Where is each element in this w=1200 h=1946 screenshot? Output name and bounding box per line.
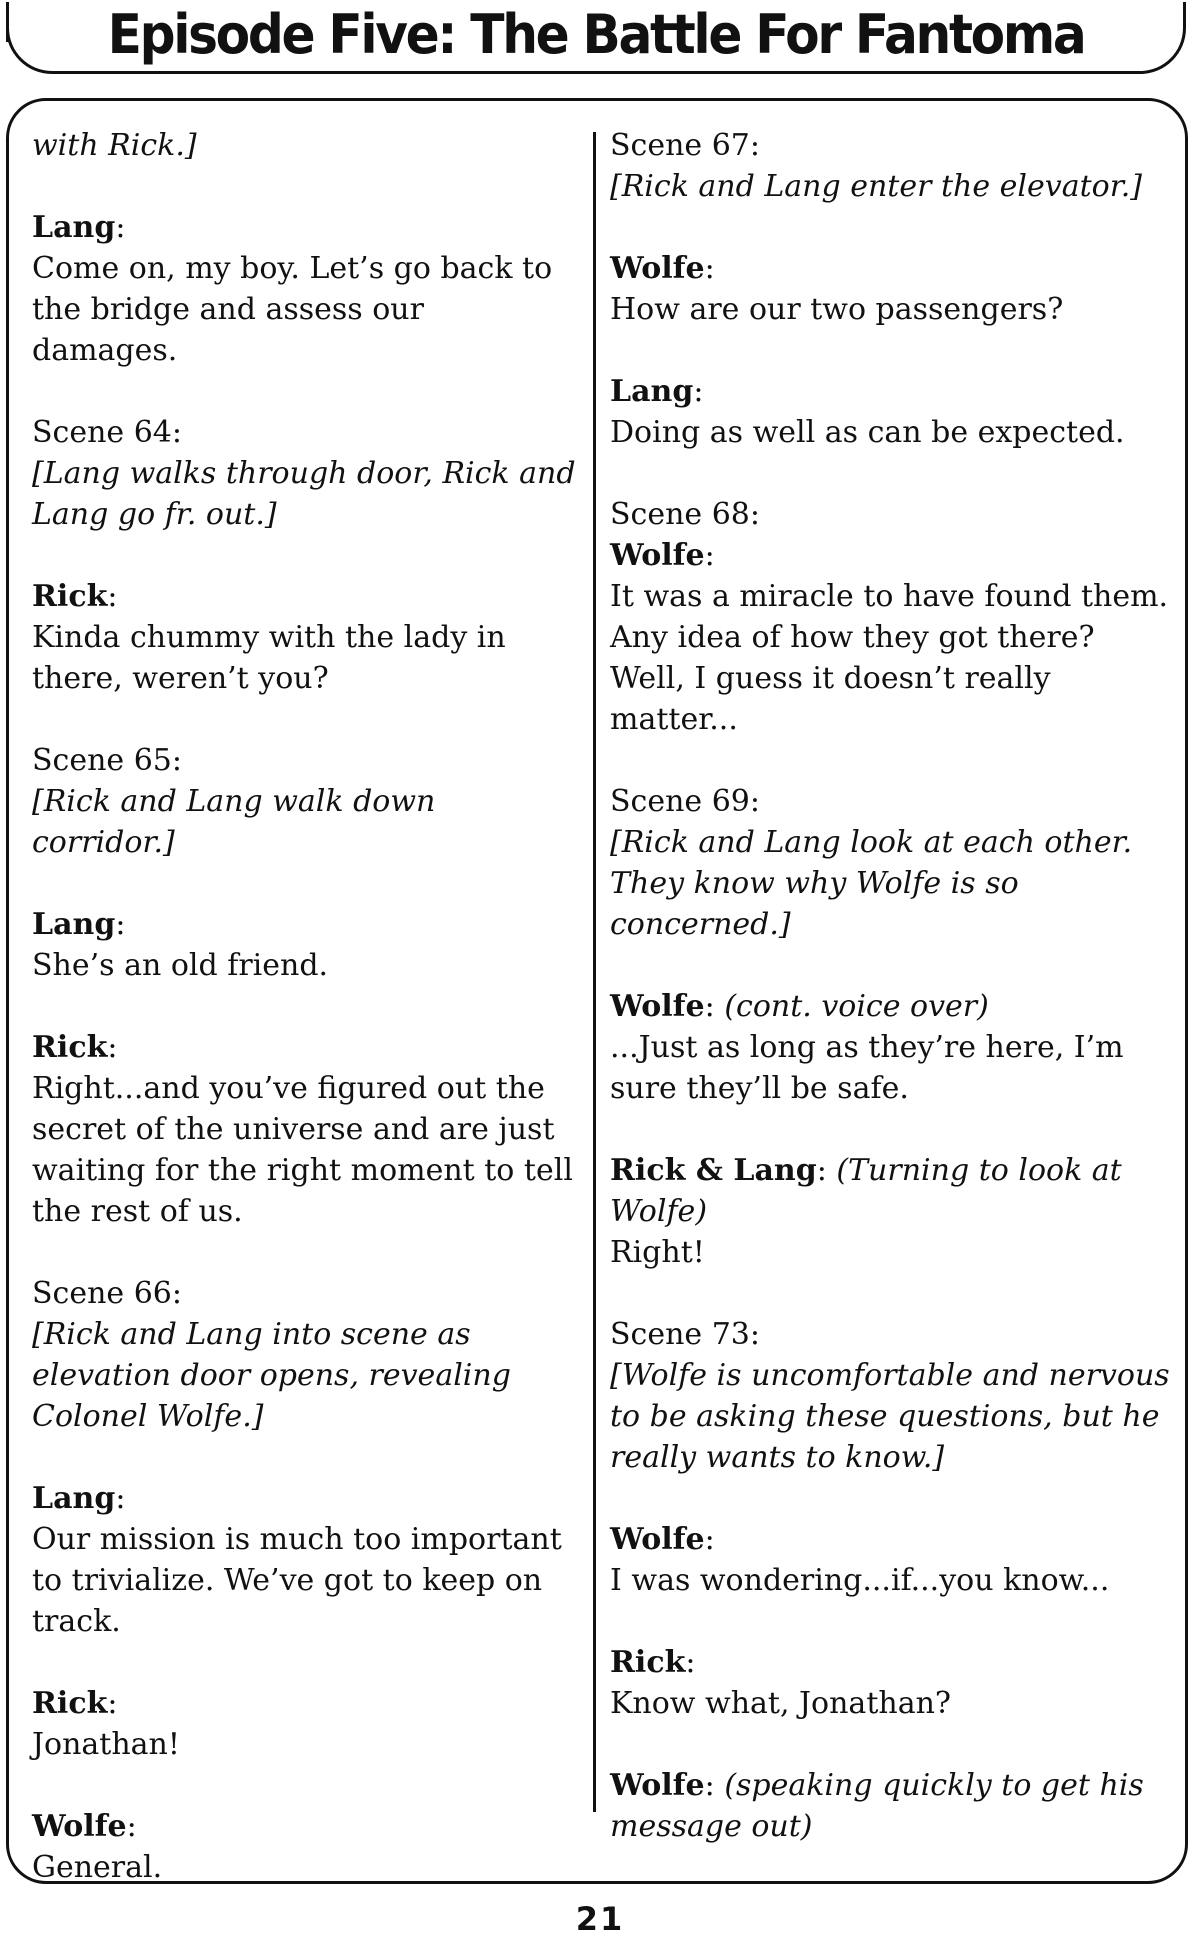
speaker-name: Wolfe <box>610 1768 705 1803</box>
script-block <box>610 371 1170 453</box>
speaker-name: Lang <box>32 1481 116 1516</box>
script-block <box>32 1027 577 1232</box>
dialogue-text: Doing as well as can be expected. <box>610 415 1125 450</box>
script-block <box>32 207 577 371</box>
speaker-name: Wolfe <box>610 251 705 286</box>
speaker-name: Wolfe <box>610 538 705 573</box>
speaker-line: Wolfe: <box>32 1809 137 1844</box>
stage-direction: [Rick and Lang look at each other. They know why Wolfe is so concerned.] <box>610 825 1133 942</box>
script-block <box>610 1519 1170 1601</box>
speaker-line: Wolfe: <box>610 538 715 573</box>
page-title: Episode Five: The Battle For Fantoma <box>107 3 1085 66</box>
dialogue-text: Come on, my boy. Let’s go back to the bridge and assess our damages. <box>32 251 553 368</box>
dialogue-text: She’s an old friend. <box>32 948 329 983</box>
dialogue-text: Right...and you’ve figured out the secret of the universe and are just waiting for the right moment to tell the rest of us. <box>32 1071 573 1229</box>
speaker-name: Rick <box>610 1645 686 1680</box>
stage-direction: [Rick and Lang enter the elevator.] <box>610 169 1142 204</box>
script-block <box>610 248 1170 330</box>
script-block <box>32 412 577 535</box>
speaker-line: Lang: <box>32 1481 126 1516</box>
speaker-line: Wolfe: <box>610 1522 715 1557</box>
stage-direction: [Lang walks through door, Rick and Lang go fr. out.] <box>32 456 576 532</box>
scene-heading: Scene 67: <box>610 128 760 163</box>
script-block <box>610 125 1170 207</box>
script-block <box>610 494 1170 740</box>
speaker-line: Rick & Lang: (Turning to look at Wolfe) <box>610 1153 1122 1229</box>
speaker-name: Wolfe <box>610 1522 705 1557</box>
left-column <box>32 125 577 1929</box>
speaker-line: Lang: <box>610 374 704 409</box>
parenthetical: (Turning to look at Wolfe) <box>610 1153 1122 1229</box>
dialogue-text: It was a miracle to have found them. Any idea of how they got there? Well, I guess it doesn’t really matter... <box>610 579 1169 737</box>
stage-direction: [Rick and Lang walk down corridor.] <box>32 784 436 860</box>
scene-heading: Scene 64: <box>32 415 182 450</box>
script-block <box>610 781 1170 945</box>
parenthetical: (cont. voice over) <box>724 989 989 1024</box>
speaker-name: Rick & Lang <box>610 1153 817 1188</box>
scene-heading: Scene 66: <box>32 1276 182 1311</box>
dialogue-text: I was wondering...if...you know... <box>610 1563 1110 1598</box>
dialogue-text: General. <box>32 1850 163 1885</box>
title-banner <box>6 2 1186 74</box>
speaker-name: Lang <box>32 907 116 942</box>
speaker-name: Rick <box>32 579 108 614</box>
speaker-line: Rick: <box>32 1030 118 1065</box>
speaker-line: Wolfe: (cont. voice over) <box>610 989 989 1024</box>
script-block <box>610 1314 1170 1478</box>
speaker-name: Lang <box>32 210 116 245</box>
dialogue-text: Jonathan! <box>32 1727 180 1762</box>
script-block <box>610 986 1170 1109</box>
column-divider <box>593 132 596 1812</box>
scene-heading: Scene 65: <box>32 743 182 778</box>
stage-direction: with Rick.] <box>32 128 197 163</box>
script-block <box>32 1273 577 1437</box>
parenthetical: (speaking quickly to get his message out) <box>610 1768 1144 1844</box>
scene-heading: Scene 69: <box>610 784 760 819</box>
speaker-name: Wolfe <box>32 1809 127 1844</box>
speaker-name: Rick <box>32 1686 108 1721</box>
script-block <box>32 1478 577 1642</box>
script-block <box>32 1806 577 1888</box>
dialogue-text: How are our two passengers? <box>610 292 1064 327</box>
speaker-line: Wolfe: <box>610 251 715 286</box>
dialogue-text: Right! <box>610 1235 705 1270</box>
speaker-line: Lang: <box>32 907 126 942</box>
right-column <box>610 125 1170 1888</box>
speaker-line: Rick: <box>32 579 118 614</box>
script-block <box>610 1765 1170 1847</box>
speaker-line: Wolfe: (speaking quickly to get his message out) <box>610 1768 1144 1844</box>
script-block <box>610 1150 1170 1273</box>
script-block <box>32 904 577 986</box>
speaker-name: Lang <box>610 374 694 409</box>
script-block <box>32 740 577 863</box>
dialogue-text: Know what, Jonathan? <box>610 1686 951 1721</box>
page-number: 21 <box>575 1900 625 1938</box>
stage-direction: [Rick and Lang into scene as elevation door opens, revealing Colonel Wolfe.] <box>32 1317 511 1434</box>
script-block <box>32 1683 577 1765</box>
speaker-line: Rick: <box>610 1645 696 1680</box>
script-block <box>32 576 577 699</box>
speaker-line: Lang: <box>32 210 126 245</box>
stage-direction: [Wolfe is uncomfortable and nervous to be asking these questions, but he really wants to know.] <box>610 1358 1170 1475</box>
speaker-name: Wolfe <box>610 989 705 1024</box>
dialogue-text: Our mission is much too important to trivialize. We’ve got to keep on track. <box>32 1522 562 1639</box>
scene-heading: Scene 68: <box>610 497 760 532</box>
script-block <box>32 125 577 166</box>
scene-heading: Scene 73: <box>610 1317 760 1352</box>
speaker-name: Rick <box>32 1030 108 1065</box>
dialogue-text: ...Just as long as they’re here, I’m sure they’ll be safe. <box>610 1030 1124 1106</box>
dialogue-text: Kinda chummy with the lady in there, weren’t you? <box>32 620 506 696</box>
speaker-line: Rick: <box>32 1686 118 1721</box>
script-block <box>610 1642 1170 1724</box>
